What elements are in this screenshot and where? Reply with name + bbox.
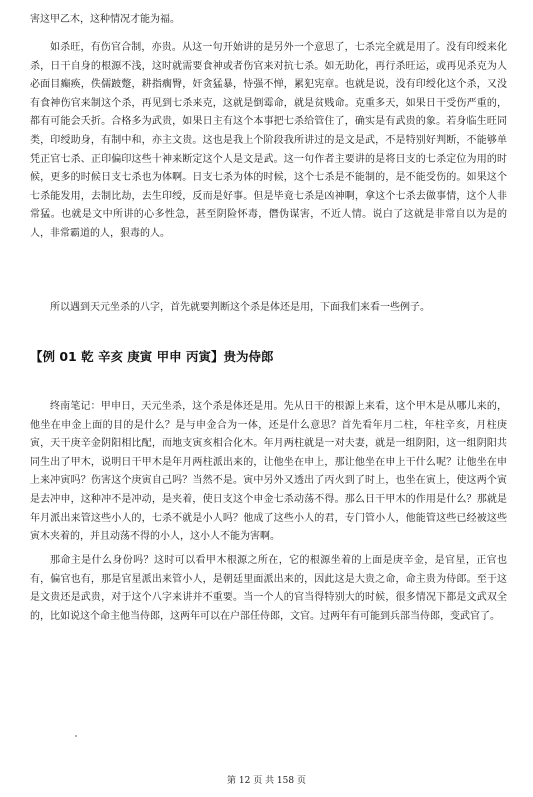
- page-footer: 第 12 页 共 158 页: [227, 776, 306, 786]
- paragraph-transition: 所以遇到天元坐杀的八字，首先就要判断这个杀是体还是用，下面我们来看一些例子。: [50, 302, 430, 313]
- paragraph-seven-killings-explanation: 如杀旺，有伤官合制，亦贵。从这一句开始讲的是另外一个意思了，七杀完全就是用了。没有印绶来化杀，日干自身的根源不浅，这时就需要食神或者伤官来对抗七杀。如无助化，再行杀旺运，或再见杀克为人必面目癫痪，佚儒跛蹩，耕指瘸臀，奸贪猛暴，恃强不惮，累犯宪章。也就是说，没有印绶化这个杀，又没有食神伤官来制这个杀，再见到七杀来克，这就是倒霉命，就是贫贱命。克重多天，如果日干受伤严重的，都有可能会夭折。合格多为武贵，如果日主有这个本事把七杀给管住了，确实是有武贵的象。若身临生旺同类，印绶助身，有制中和，亦主文贵。这也是我上个阶段我所讲过的是文是武，不是特别好判断，不能够单凭正官七杀、正印偏印这些十神来断定这个人是文是武。这一句作者主要讲的是将日支的七杀定位为用的时候，更多的时候日支七杀也为体啊。日支七杀为体的时候，这个七杀是不能制的，是不能受伤的。如果这个七杀能发用，去制比劫，去生印绶，反而是好事。但是毕竟七杀是凶神啊，拿这个七杀去做事情，这个人非常猛。也就是文中所讲的心多性急，甚至阴险怀毒，僭伪谋害，不近人情。说白了这就是非常自以为是的人，非常霸道的人，狠毒的人。: [30, 42, 507, 239]
- paragraph-identity: 那命主是什么身份吗？这时可以看甲木根源之所在，它的根源坐着的上面是庚辛金，是官星，正官也有，偏官也有，那是官星派出来管小人，是朝廷里面派出来的，因此这是大贵之命，命主贵为侍郎。至于这是文贵还是武贵，对于这个八字来讲并不重要。当一个人的官当得特别大的时候，很多情况下都是文武双全的，比如说这个命主他当侍郎，这两年可以在户部任侍郎，文官。过两年有可能到兵部当侍郎，变武官了。: [30, 555, 507, 622]
- example-heading: 【例 01 乾 辛亥 庚寅 甲申 丙寅】贵为侍郎: [30, 349, 274, 364]
- paragraph-analysis: 终南笔记：甲申日，天元坐杀，这个杀是体还是用。先从日干的根源上来看，这个甲木是从哪儿来的，他坐在申金上面的目的是什么？是与申金合为一体，还是什么意思？首先看年月二柱，年柱辛亥，月柱庚寅，天干庚辛金阴阳相比配，而地支寅亥相合化木。年月两柱就是一对夫妻，就是一组阴阳，这一组阴阳共同生出了甲木，说明日干甲木是年月两柱派出来的，让他坐在申上，那让他坐在申上干什么呢？让他坐在申上来冲寅吗？伤害这个庚寅自己吗？当然不是。寅中另外又透出了丙火到了时上，也坐在寅上，使这两个寅是去冲申，这种冲不是冲动，是夹着，使日支这个申金七杀动荡不得。那么日干甲木的作用是什么？那就是年月派出来管这些小人的，七杀不就是小人吗？他成了这些小人的君，专门管小人，他能管这些已经被这些寅木夹着的，并且动荡不得的小人，这小人不能为害啊。: [30, 401, 507, 543]
- paragraph-continuation: 害这甲乙木，这种情况才能为福。: [30, 14, 180, 25]
- stray-dot-mark: [75, 735, 77, 737]
